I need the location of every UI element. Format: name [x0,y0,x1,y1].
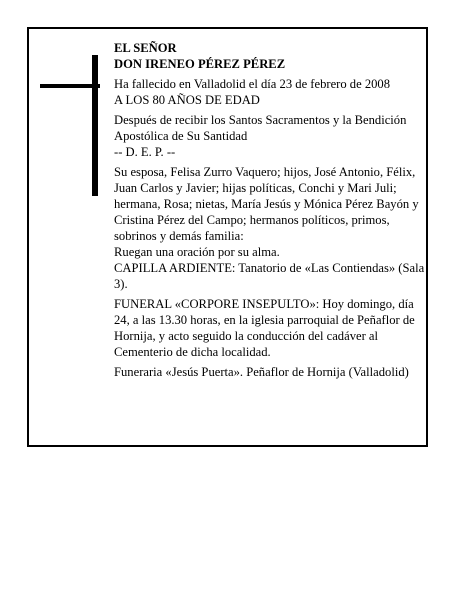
cross-vertical-bar [92,55,98,196]
sacraments-line: Después de recibir los Santos Sacramentos y la Bendición Apostólica de Su Santidad [114,113,407,143]
funeral-info: FUNERAL «CORPORE INSEPULTO»: Hoy domingo, día 24, a las 13.30 horas, en la iglesia parroquial de Peñaflor de Hornija, y acto seguido la conducción del cadáver al Cementerio de dicha localidad. [114,297,415,359]
chapel-info: CAPILLA ARDIENTE: Tanatorio de «Las Contiendas» (Sala 3). [114,261,425,291]
deceased-name: DON IRENEO PÉREZ PÉREZ [114,57,286,71]
death-notice: Ha fallecido en Valladolid el día 23 de febrero de 2008 [114,77,391,91]
obituary-notice [27,27,428,447]
obituary-title: EL SEÑOR [114,41,177,55]
age-line: A LOS 80 AÑOS DE EDAD [114,93,260,107]
family-list: Su esposa, Felisa Zurro Vaquero; hijos, José Antonio, Félix, Juan Carlos y Javier; hijas políticas, Conchi y Mari Juli; hermana, Rosa; nietas, María Jesús y Mónica Pérez Bayón y Cristina Pérez del Campo; hermanos políticos, primos, sobrinos y demás familia: [114,165,419,243]
funeral-home: Funeraria «Jesús Puerta». Peñaflor de Hornija (Valladolid) [114,365,409,379]
cross-horizontal-bar [40,84,100,88]
prayer-line: Ruegan una oración por su alma. [114,245,280,259]
obituary-text [114,40,426,380]
rip-line: -- D. E. P. -- [114,145,176,159]
